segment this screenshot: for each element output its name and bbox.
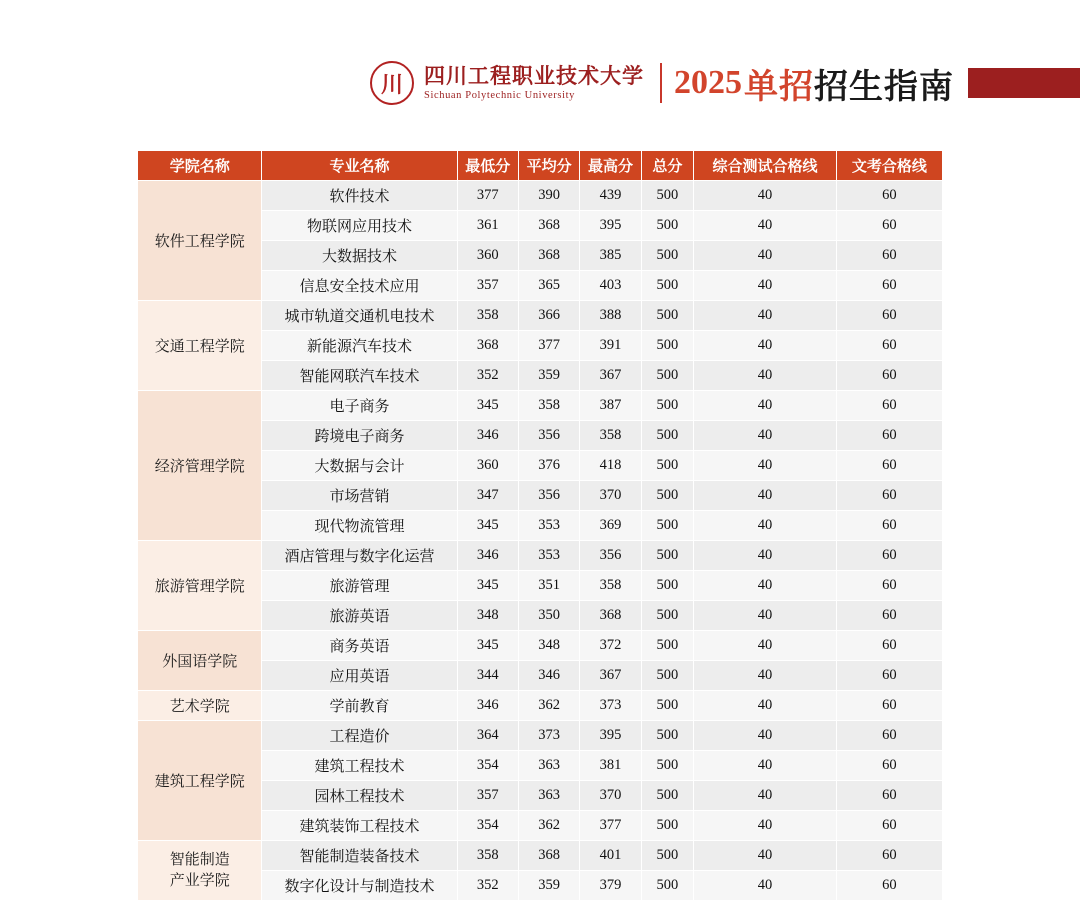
cell-avg-score: 351 (518, 571, 579, 601)
column-header-total: 总分 (641, 151, 693, 181)
cell-total-score: 500 (641, 721, 693, 751)
cell-major-name: 旅游英语 (262, 601, 457, 631)
header-divider (660, 63, 662, 103)
cell-comprehensive-line: 40 (694, 361, 837, 391)
cell-total-score: 500 (641, 271, 693, 301)
cell-avg-score: 359 (518, 361, 579, 391)
cell-max-score: 370 (580, 481, 641, 511)
cell-total-score: 500 (641, 601, 693, 631)
cell-major-name: 智能制造装备技术 (262, 841, 457, 871)
cell-wenkao-line: 60 (836, 781, 942, 811)
cell-avg-score: 376 (518, 451, 579, 481)
cell-major-name: 市场营销 (262, 481, 457, 511)
cell-total-score: 500 (641, 511, 693, 541)
cell-avg-score: 350 (518, 601, 579, 631)
cell-major-name: 新能源汽车技术 (262, 331, 457, 361)
cell-min-score: 347 (457, 481, 518, 511)
cell-max-score: 439 (580, 181, 641, 211)
cell-min-score: 357 (457, 271, 518, 301)
cell-wenkao-line: 60 (836, 751, 942, 781)
header-accent-bar (968, 68, 1080, 98)
cell-min-score: 345 (457, 571, 518, 601)
cell-min-score: 354 (457, 811, 518, 841)
cell-avg-score: 390 (518, 181, 579, 211)
cell-avg-score: 366 (518, 301, 579, 331)
cell-wenkao-line: 60 (836, 301, 942, 331)
cell-avg-score: 368 (518, 841, 579, 871)
cell-total-score: 500 (641, 361, 693, 391)
cell-total-score: 500 (641, 451, 693, 481)
cell-max-score: 370 (580, 781, 641, 811)
cell-max-score: 381 (580, 751, 641, 781)
cell-max-score: 377 (580, 811, 641, 841)
cell-total-score: 500 (641, 421, 693, 451)
cell-comprehensive-line: 40 (694, 331, 837, 361)
cell-max-score: 401 (580, 841, 641, 871)
cell-wenkao-line: 60 (836, 541, 942, 571)
cell-avg-score: 358 (518, 391, 579, 421)
cell-min-score: 368 (457, 331, 518, 361)
cell-avg-score: 368 (518, 241, 579, 271)
cell-avg-score: 362 (518, 811, 579, 841)
cell-total-score: 500 (641, 751, 693, 781)
cell-major-name: 软件技术 (262, 181, 457, 211)
header-title-main (744, 59, 954, 108)
column-header-min: 最低分 (457, 151, 518, 181)
cell-max-score: 403 (580, 271, 641, 301)
cell-max-score: 367 (580, 361, 641, 391)
cell-total-score: 500 (641, 871, 693, 901)
cell-major-name: 应用英语 (262, 661, 457, 691)
cell-major-name: 旅游管理 (262, 571, 457, 601)
cell-max-score: 391 (580, 331, 641, 361)
cell-max-score: 379 (580, 871, 641, 901)
cell-major-name: 工程造价 (262, 721, 457, 751)
cell-total-score: 500 (641, 331, 693, 361)
cell-major-name: 建筑装饰工程技术 (262, 811, 457, 841)
column-header-wenkao-line: 文考合格线 (836, 151, 942, 181)
cell-avg-score: 348 (518, 631, 579, 661)
cell-max-score: 358 (580, 421, 641, 451)
cell-comprehensive-line: 40 (694, 871, 837, 901)
cell-major-name: 跨境电子商务 (262, 421, 457, 451)
cell-max-score: 368 (580, 601, 641, 631)
table-row (138, 841, 943, 871)
cell-major-name: 城市轨道交通机电技术 (262, 301, 457, 331)
cell-major-name: 物联网应用技术 (262, 211, 457, 241)
cell-comprehensive-line: 40 (694, 661, 837, 691)
column-header-major: 专业名称 (262, 151, 457, 181)
cell-min-score: 345 (457, 631, 518, 661)
cell-total-score: 500 (641, 241, 693, 271)
cell-wenkao-line: 60 (836, 421, 942, 451)
cell-min-score: 345 (457, 391, 518, 421)
cell-max-score: 418 (580, 451, 641, 481)
cell-college-name: 交通工程学院 (138, 301, 262, 391)
header-title-highlight: 单招 (744, 68, 814, 106)
cell-min-score: 354 (457, 751, 518, 781)
cell-major-name: 建筑工程技术 (262, 751, 457, 781)
cell-major-name: 酒店管理与数字化运营 (262, 541, 457, 571)
table-row (138, 181, 943, 211)
table-row (138, 721, 943, 751)
cell-total-score: 500 (641, 571, 693, 601)
cell-total-score: 500 (641, 541, 693, 571)
cell-avg-score: 356 (518, 421, 579, 451)
cell-wenkao-line: 60 (836, 451, 942, 481)
cell-total-score: 500 (641, 841, 693, 871)
cell-avg-score: 353 (518, 511, 579, 541)
cell-max-score: 395 (580, 721, 641, 751)
cell-wenkao-line: 60 (836, 841, 942, 871)
cell-min-score: 377 (457, 181, 518, 211)
cell-comprehensive-line: 40 (694, 391, 837, 421)
cell-min-score: 345 (457, 511, 518, 541)
cell-wenkao-line: 60 (836, 331, 942, 361)
cell-college-name: 建筑工程学院 (138, 721, 262, 841)
cell-comprehensive-line: 40 (694, 781, 837, 811)
cell-avg-score: 346 (518, 661, 579, 691)
cell-avg-score: 368 (518, 211, 579, 241)
cell-total-score: 500 (641, 481, 693, 511)
header-branding (370, 52, 1080, 114)
cell-total-score: 500 (641, 181, 693, 211)
table-body (138, 181, 943, 901)
cell-comprehensive-line: 40 (694, 511, 837, 541)
cell-min-score: 352 (457, 871, 518, 901)
cell-comprehensive-line: 40 (694, 241, 837, 271)
column-header-avg: 平均分 (518, 151, 579, 181)
cell-max-score: 373 (580, 691, 641, 721)
cell-max-score: 385 (580, 241, 641, 271)
cell-max-score: 358 (580, 571, 641, 601)
university-name-cn: 四川工程职业技术大学 (424, 63, 644, 88)
cell-wenkao-line: 60 (836, 691, 942, 721)
cell-comprehensive-line: 40 (694, 541, 837, 571)
cell-comprehensive-line: 40 (694, 301, 837, 331)
cell-avg-score: 356 (518, 481, 579, 511)
cell-min-score: 361 (457, 211, 518, 241)
cell-comprehensive-line: 40 (694, 691, 837, 721)
cell-min-score: 344 (457, 661, 518, 691)
cell-wenkao-line: 60 (836, 211, 942, 241)
cell-total-score: 500 (641, 811, 693, 841)
cell-max-score: 388 (580, 301, 641, 331)
cell-major-name: 数字化设计与制造技术 (262, 871, 457, 901)
cell-comprehensive-line: 40 (694, 571, 837, 601)
page-header (0, 0, 1080, 150)
cell-college-name: 软件工程学院 (138, 181, 262, 301)
score-table-container (137, 150, 943, 901)
column-header-max: 最高分 (580, 151, 641, 181)
university-seal-icon: 川 (370, 61, 414, 105)
header-title-rest: 招生指南 (814, 68, 954, 106)
cell-avg-score: 373 (518, 721, 579, 751)
table-row (138, 391, 943, 421)
cell-total-score: 500 (641, 781, 693, 811)
cell-wenkao-line: 60 (836, 511, 942, 541)
cell-wenkao-line: 60 (836, 811, 942, 841)
cell-college-name: 外国语学院 (138, 631, 262, 691)
cell-comprehensive-line: 40 (694, 451, 837, 481)
cell-major-name: 现代物流管理 (262, 511, 457, 541)
cell-wenkao-line: 60 (836, 391, 942, 421)
cell-max-score: 369 (580, 511, 641, 541)
cell-major-name: 学前教育 (262, 691, 457, 721)
cell-comprehensive-line: 40 (694, 421, 837, 451)
cell-avg-score: 365 (518, 271, 579, 301)
cell-wenkao-line: 60 (836, 271, 942, 301)
cell-comprehensive-line: 40 (694, 841, 837, 871)
cell-college-name: 智能制造 产业学院 (138, 841, 262, 901)
cell-avg-score: 359 (518, 871, 579, 901)
cell-avg-score: 363 (518, 751, 579, 781)
header-title-year: 2025 (674, 64, 742, 101)
cell-min-score: 357 (457, 781, 518, 811)
cell-min-score: 360 (457, 451, 518, 481)
cell-max-score: 387 (580, 391, 641, 421)
cell-college-name: 经济管理学院 (138, 391, 262, 541)
cell-major-name: 电子商务 (262, 391, 457, 421)
cell-comprehensive-line: 40 (694, 481, 837, 511)
cell-min-score: 360 (457, 241, 518, 271)
cell-max-score: 356 (580, 541, 641, 571)
cell-wenkao-line: 60 (836, 661, 942, 691)
cell-avg-score: 377 (518, 331, 579, 361)
cell-total-score: 500 (641, 691, 693, 721)
table-row (138, 631, 943, 661)
cell-total-score: 500 (641, 301, 693, 331)
cell-avg-score: 363 (518, 781, 579, 811)
university-name-en: Sichuan Polytechnic University (424, 90, 575, 102)
cell-college-name: 旅游管理学院 (138, 541, 262, 631)
cell-major-name: 大数据技术 (262, 241, 457, 271)
table-head (138, 151, 943, 181)
university-logo (370, 61, 656, 105)
column-header-comprehensive-line: 综合测试合格线 (694, 151, 837, 181)
column-header-college: 学院名称 (138, 151, 262, 181)
cell-major-name: 大数据与会计 (262, 451, 457, 481)
cell-min-score: 358 (457, 841, 518, 871)
university-name-block (424, 64, 644, 102)
table-row (138, 301, 943, 331)
cell-comprehensive-line: 40 (694, 181, 837, 211)
cell-max-score: 367 (580, 661, 641, 691)
cell-max-score: 372 (580, 631, 641, 661)
cell-avg-score: 353 (518, 541, 579, 571)
cell-total-score: 500 (641, 211, 693, 241)
cell-wenkao-line: 60 (836, 601, 942, 631)
cell-comprehensive-line: 40 (694, 721, 837, 751)
admission-score-table (137, 150, 943, 901)
cell-wenkao-line: 60 (836, 871, 942, 901)
cell-comprehensive-line: 40 (694, 751, 837, 781)
cell-min-score: 364 (457, 721, 518, 751)
cell-total-score: 500 (641, 661, 693, 691)
cell-comprehensive-line: 40 (694, 211, 837, 241)
cell-comprehensive-line: 40 (694, 271, 837, 301)
cell-min-score: 348 (457, 601, 518, 631)
cell-wenkao-line: 60 (836, 631, 942, 661)
cell-min-score: 346 (457, 541, 518, 571)
cell-wenkao-line: 60 (836, 361, 942, 391)
cell-comprehensive-line: 40 (694, 631, 837, 661)
cell-major-name: 信息安全技术应用 (262, 271, 457, 301)
cell-college-name: 艺术学院 (138, 691, 262, 721)
cell-wenkao-line: 60 (836, 181, 942, 211)
cell-min-score: 346 (457, 691, 518, 721)
cell-min-score: 346 (457, 421, 518, 451)
cell-wenkao-line: 60 (836, 571, 942, 601)
cell-wenkao-line: 60 (836, 241, 942, 271)
cell-max-score: 395 (580, 211, 641, 241)
cell-avg-score: 362 (518, 691, 579, 721)
cell-comprehensive-line: 40 (694, 811, 837, 841)
table-row (138, 541, 943, 571)
cell-wenkao-line: 60 (836, 481, 942, 511)
cell-total-score: 500 (641, 631, 693, 661)
cell-comprehensive-line: 40 (694, 601, 837, 631)
cell-major-name: 园林工程技术 (262, 781, 457, 811)
cell-min-score: 358 (457, 301, 518, 331)
table-row (138, 691, 943, 721)
cell-major-name: 商务英语 (262, 631, 457, 661)
table-header-row (138, 151, 943, 181)
cell-min-score: 352 (457, 361, 518, 391)
cell-total-score: 500 (641, 391, 693, 421)
cell-major-name: 智能网联汽车技术 (262, 361, 457, 391)
cell-wenkao-line: 60 (836, 721, 942, 751)
